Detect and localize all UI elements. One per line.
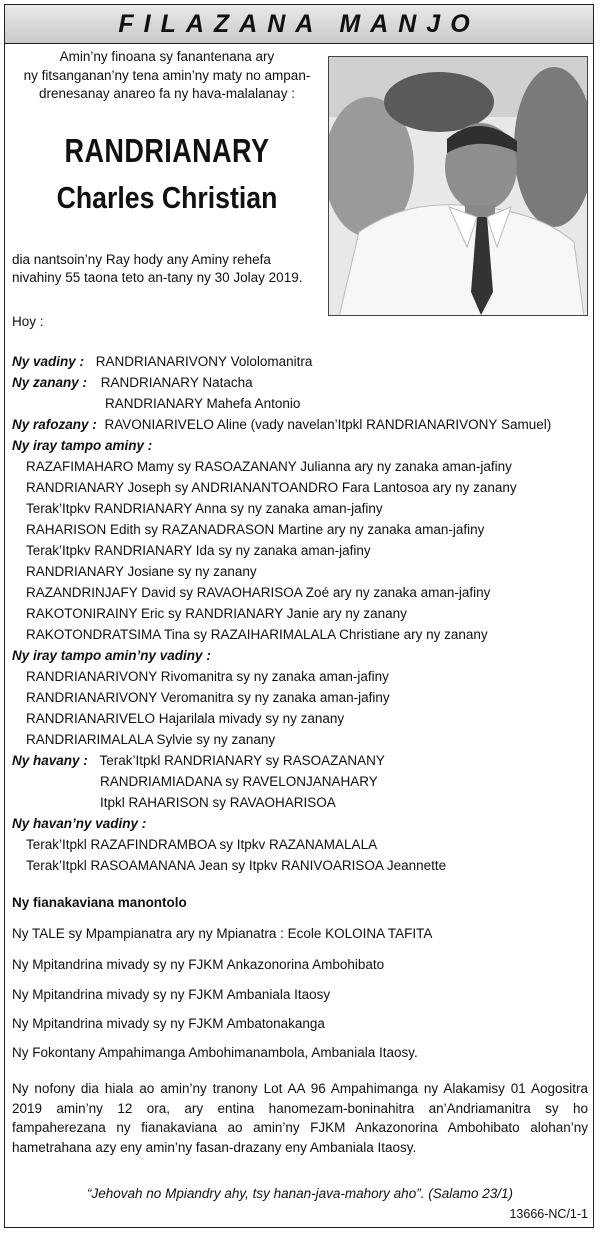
family-row-havany xyxy=(12,751,385,770)
families-item: Ny Mpitandrina mivady sy ny FJKM Ambaniala Itaosy xyxy=(12,987,331,1002)
intro-line: ny fitsanganan’ny tena amin’ny maty no ampan- xyxy=(23,67,311,83)
vadiny-label: Ny vadiny : xyxy=(12,354,85,369)
families-item: Ny TALE sy Mpampianatra ary ny Mpianatra : Ecole KOLOINA TAFITA xyxy=(12,926,433,941)
hoy-label: Hoy : xyxy=(12,314,44,329)
havany-value: Itpkl RAHARISON sy RAVAOHARISOA xyxy=(100,795,336,810)
header-title: FILAZANA MANJO xyxy=(118,9,480,38)
iray-tampo-vadiny-label: Ny iray tampo amin’ny vadiny : xyxy=(12,648,211,663)
iray-tampo-item: RAKOTONDRATSIMA Tina sy RAZAIHARIMALALA Christiane ary ny zanany xyxy=(26,627,488,642)
iray-tampo-item: RAZAFIMAHARO Mamy sy RASOAZANANY Julianna ary ny zanaka aman-jafiny xyxy=(26,459,512,474)
iray-tampo-vadiny-item: RANDRIARIMALALA Sylvie sy ny zanany xyxy=(26,732,276,747)
family-row-zanany xyxy=(12,373,253,392)
vadiny-value: RANDRIANARIVONY Vololomanitra xyxy=(95,354,313,369)
zanany-value: RANDRIANARY Natacha xyxy=(100,375,253,390)
family-row-vadiny xyxy=(12,352,312,371)
deceased-given-names: Charles Christian xyxy=(56,180,278,215)
iray-tampo-item: RAZANDRINJAFY David sy RAVAOHARISOA Zoé ary ny zanaka aman-jafiny xyxy=(26,585,491,600)
iray-tampo-item: RAKOTONIRAINY Eric sy RANDRIANARY Janie ary ny zanany xyxy=(26,606,407,621)
intro-line: Amin’ny finoana sy fanantenana ary xyxy=(59,49,275,64)
havan-vadiny-item: Terak’Itpkl RAZAFINDRAMBOA sy Itpkv RAZANAMALALA xyxy=(26,837,378,852)
deceased-surname: RANDRIANARY xyxy=(64,132,270,169)
havan-vadiny-label: Ny havan’ny vadiny : xyxy=(12,816,147,831)
death-line: nivahiny 55 taona teto an-tany ny 30 Jolay 2019. xyxy=(12,270,303,285)
rafozany-label: Ny rafozany : xyxy=(12,417,97,432)
families-item: Ny Fokontany Ampahimanga Ambohimanambola, Ambaniala Itaosy. xyxy=(12,1045,418,1060)
havany-value: RANDRIAMIADANA sy RAVELONJANAHARY xyxy=(100,774,378,789)
families-item: Ny Mpitandrina mivady sy ny FJKM Ankazonorina Ambohibato xyxy=(12,957,385,972)
funeral-details: Ny nofony dia hiala ao amin’ny tranony Lot AA 96 Ampahimanga ny Alakamisy 01 Aogositra 2019 amin’ny 12 ora, ary entina hanomezam-boninahitra an’Andriamanitra sy ho fampaherezana ny fianakaviana ao amin’ny FJKM Ankazonorina Ambohibato alohan’ny hametrahana azy eny amin’ny fasan-drazany eny Ambaniala Itaosy. xyxy=(12,1081,588,1155)
death-notice xyxy=(12,251,332,287)
iray-tampo-item: Terak’Itpkv RANDRIANARY Anna sy ny zanaka aman-jafiny xyxy=(26,501,383,516)
family-row-rafozany xyxy=(12,415,551,434)
iray-tampo-item: RANDRIANARY Josiane sy ny zanany xyxy=(26,564,257,579)
families-item: Ny Mpitandrina mivady sy ny FJKM Ambatonakanga xyxy=(12,1016,325,1031)
intro-line: drenesanay anareo fa ny hava-malalanay : xyxy=(39,86,295,101)
iray-tampo-vadiny-item: RANDRIANARIVONY Rivomanitra sy ny zanaka aman-jafiny xyxy=(26,669,389,684)
iray-tampo-vadiny-item: RANDRIANARIVELO Hajarilala mivady sy ny zanany xyxy=(26,711,345,726)
reference-number: 13666-NC/1-1 xyxy=(509,1207,588,1221)
iray-tampo-item: RAHARISON Edith sy RAZANADRASON Martine ary ny zanaka aman-jafiny xyxy=(26,522,485,537)
zanany-value: RANDRIANARY Mahefa Antonio xyxy=(105,396,301,411)
rafozany-value: RAVONIARIVELO Aline (vady navelan’Itpkl RANDRIANARIVONY Samuel) xyxy=(104,417,552,432)
portrait-photo xyxy=(328,56,588,316)
families-heading: Ny fianakaviana manontolo xyxy=(12,895,187,910)
iray-tampo-item: RANDRIANARY Joseph sy ANDRIANANTOANDRO Fara Lantosoa ary ny zanany xyxy=(26,480,517,495)
iray-tampo-item: Terak’Itpkv RANDRIANARY Ida sy ny zanaka aman-jafiny xyxy=(26,543,371,558)
zanany-label: Ny zanany : xyxy=(12,375,88,390)
iray-tampo-label: Ny iray tampo aminy : xyxy=(12,438,153,453)
portrait-image xyxy=(329,57,588,316)
iray-tampo-vadiny-item: RANDRIANARIVONY Veromanitra sy ny zanaka aman-jafiny xyxy=(26,690,390,705)
intro-text xyxy=(12,48,322,104)
havan-vadiny-item: Terak’Itpkl RASOAMANANA Jean sy Itpkv RANIVOARISOA Jeannette xyxy=(26,858,447,873)
notice-header xyxy=(5,5,593,44)
havany-value: Terak’Itpkl RANDRIANARY sy RASOAZANANY xyxy=(99,753,385,768)
psalm-quote: “Jehovah no Mpiandry ahy, tsy hanan-java-mahory aho”. (Salamo 23/1) xyxy=(87,1186,513,1201)
havany-label: Ny havany : xyxy=(12,753,88,768)
death-line: dia nantsoin’ny Ray hody any Aminy rehefa xyxy=(12,252,271,267)
